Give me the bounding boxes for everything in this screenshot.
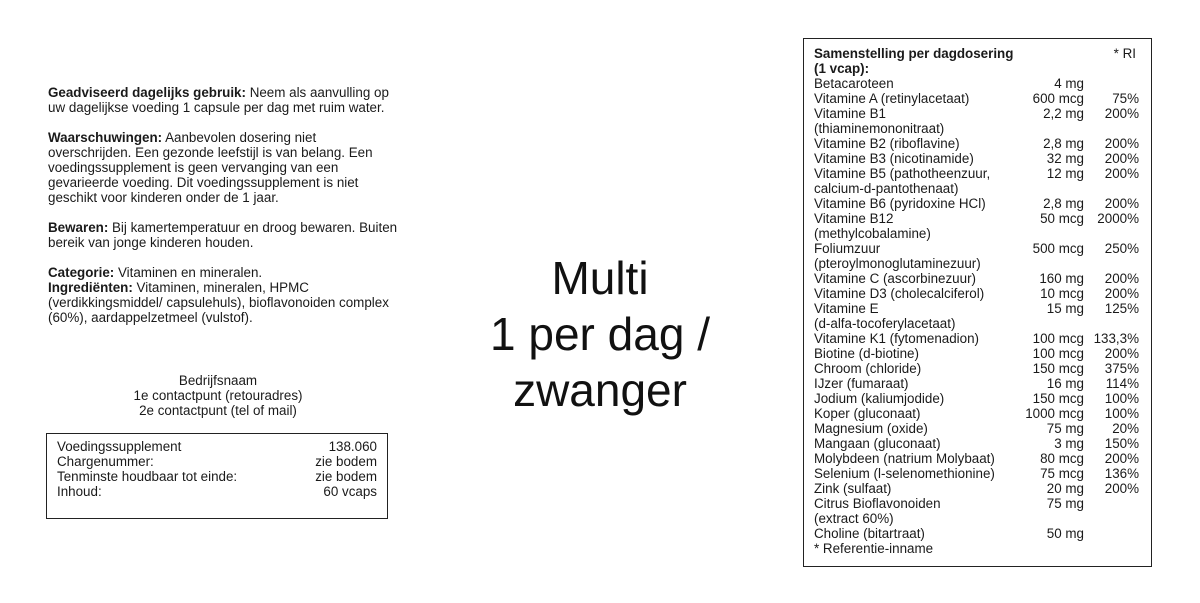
nutrient-amount: 80 mcg [1040,451,1084,466]
nutrient-name: Vitamine B12 [814,211,894,226]
nutrient-name: Betacaroteen [814,76,894,91]
nutrient-amount [1022,181,1084,196]
usage-paragraph [48,85,398,115]
ingredients-text: Vitaminen, mineralen, HPMC (verdikkingsmiddel/ capsulehuls), bioflavonoiden complex (60%), aardappelzetmeel (vulstof). [48,280,389,325]
nutrient-ri: 200% [1104,106,1139,121]
nutrient-ri: 200% [1104,286,1139,301]
nutrient-ri: 200% [1104,196,1139,211]
nutrient-name: Mangaan (gluconaat) [814,436,941,451]
nutrient-name: Biotine (d-biotine) [814,346,919,361]
usage-text: Neem als aanvulling op uw dagelijkse voeding 1 capsule per dag met ruim water. [48,85,389,115]
composition-row [814,286,1141,301]
nutrient-amount: 2,2 mg [1043,106,1084,121]
storage-paragraph [48,220,398,250]
nutrient-amount: 75 mg [1046,421,1084,436]
nutrient-name: Vitamine K1 (fytomenadion) [814,331,979,346]
nutrient-name: Chroom (chloride) [814,361,922,376]
info-label: Chargenummer: [57,454,154,469]
nutrient-amount: 150 mcg [1032,361,1084,376]
info-row [57,454,377,469]
composition-row [814,346,1141,361]
composition-header [814,46,1141,76]
info-value: zie bodem [315,469,377,484]
composition-row [814,106,1141,121]
info-label: Tenminste houdbaar tot einde: [57,469,238,484]
composition-row [814,511,1141,526]
info-value: 138.060 [328,439,377,454]
nutrient-ri [1084,316,1139,331]
nutrient-amount [1022,256,1084,271]
nutrient-name: Vitamine B5 (pathotheenzuur, [814,166,991,181]
info-value: zie bodem [315,454,377,469]
nutrient-amount: 10 mcg [1040,286,1084,301]
info-row [57,439,377,454]
title-line: zwanger [513,364,687,416]
composition-row [814,181,1141,196]
composition-rows [814,76,1141,541]
nutrient-name: Citrus Bioflavonoiden [814,496,941,511]
title-line: Multi [551,252,649,304]
nutrient-ri: 200% [1104,151,1139,166]
nutrient-amount: 160 mg [1039,271,1084,286]
nutrient-ri: 75% [1112,91,1139,106]
nutrient-ri: 200% [1104,136,1139,151]
composition-row [814,91,1141,106]
company-info [48,373,388,418]
nutrient-name: Vitamine B3 (nicotinamide) [814,151,974,166]
nutrient-name: Molybdeen (natrium Molybaat) [814,451,995,466]
nutrient-ri: 2000% [1097,211,1139,226]
nutrient-amount: 32 mg [1046,151,1084,166]
nutrient-name: Vitamine B6 (pyridoxine HCl) [814,196,986,211]
product-info-box [46,433,388,519]
composition-row [814,526,1141,541]
nutrient-ri: 133,3% [1093,331,1139,346]
info-label: Inhoud: [57,484,102,499]
category-label: Categorie: [48,265,115,280]
composition-row [814,121,1141,136]
ingredients-label: Ingrediënten: [48,280,133,295]
nutrient-name: Vitamine E [814,301,879,316]
nutrient-name: IJzer (fumaraat) [814,376,909,391]
nutrient-ri [1084,526,1139,541]
nutrient-amount: 50 mcg [1040,211,1084,226]
nutrient-amount: 2,8 mg [1043,136,1084,151]
product-title [440,250,760,418]
nutrient-ri [1084,256,1139,271]
contact-point-1: 1e contactpunt (retouradres) [133,388,303,403]
info-row [57,469,377,484]
nutrient-ri: 250% [1104,241,1139,256]
info-value: 60 vcaps [323,484,377,499]
nutrient-ri [1084,121,1139,136]
composition-row [814,211,1141,226]
nutrient-amount: 100 mcg [1032,346,1084,361]
ri-column-label: * RI [1113,46,1136,61]
company-name: Bedrijfsnaam [178,373,258,388]
composition-row [814,241,1141,256]
ingredients-paragraph [48,280,398,325]
contact-point-2: 2e contactpunt (tel of mail) [139,403,297,418]
nutrient-amount [1022,121,1084,136]
composition-row [814,151,1141,166]
warnings-text: Aanbevolen dosering niet overschrijden. Een gezonde leefstijl is van belang. Een voedingssupplement is geen vervanging van een gevarieerde voeding. Dit voedingssupplement is niet geschikt voor kinderen onder de 1 jaar. [48,130,373,205]
nutrient-ri [1084,76,1139,91]
nutrient-ri: 20% [1112,421,1139,436]
nutrient-ri [1084,181,1139,196]
nutrient-name: Magnesium (oxide) [814,421,928,436]
nutrient-ri [1084,226,1139,241]
nutrient-amount: 4 mg [1054,76,1084,91]
category-paragraph [48,265,398,280]
composition-row [814,481,1141,496]
warnings-label: Waarschuwingen: [48,130,163,145]
composition-row [814,256,1141,271]
nutrient-ri: 200% [1104,166,1139,181]
nutrient-name: Vitamine B2 (riboflavine) [814,136,960,151]
nutrient-name: (thiaminemononitraat) [814,121,945,136]
composition-row [814,421,1141,436]
composition-subtitle: (1 vcap): [814,61,870,76]
nutrient-name: calcium-d-pantothenaat) [814,181,959,196]
composition-row [814,331,1141,346]
category-text: Vitaminen en mineralen. [114,265,263,280]
product-description [48,85,398,325]
composition-row [814,271,1141,286]
nutrient-amount: 16 mg [1046,376,1084,391]
composition-row [814,316,1141,331]
nutrient-ri: 200% [1104,346,1139,361]
composition-row [814,451,1141,466]
nutrient-ri: 200% [1104,481,1139,496]
info-label: Voedingssupplement [57,439,182,454]
composition-row [814,376,1141,391]
nutrient-amount: 75 mg [1046,496,1084,511]
nutrient-name: Vitamine D3 (cholecalciferol) [814,286,985,301]
nutrient-name: Jodium (kaliumjodide) [814,391,945,406]
nutrient-ri: 114% [1105,376,1139,391]
nutrient-name: Choline (bitartraat) [814,526,925,541]
title-line: 1 per dag / [490,308,710,360]
composition-row [814,436,1141,451]
ri-footnote: * Referentie-inname [814,541,934,556]
nutrient-ri: 136% [1104,466,1139,481]
nutrient-name: Koper (gluconaat) [814,406,921,421]
composition-row [814,466,1141,481]
nutrient-amount: 12 mg [1046,166,1084,181]
nutrient-amount: 100 mcg [1032,331,1084,346]
composition-row [814,361,1141,376]
nutrient-ri: 100% [1104,391,1139,406]
nutrient-amount: 2,8 mg [1043,196,1084,211]
composition-row [814,406,1141,421]
nutrient-ri: 150% [1104,436,1139,451]
nutrient-name: Selenium (l-selenomethionine) [814,466,995,481]
usage-label: Geadviseerd dagelijks gebruik: [48,85,246,100]
nutrient-name: (methylcobalamine) [814,226,931,241]
storage-label: Bewaren: [48,220,109,235]
composition-title: Samenstelling per dagdosering [814,46,1014,61]
composition-row [814,301,1141,316]
nutrient-ri: 100% [1104,406,1139,421]
nutrient-amount: 500 mcg [1032,241,1084,256]
nutrient-amount: 50 mg [1046,526,1084,541]
nutrient-amount [1022,316,1084,331]
composition-row [814,196,1141,211]
nutrient-amount: 1000 mcg [1025,406,1084,421]
composition-row [814,226,1141,241]
nutrient-amount: 3 mg [1054,436,1084,451]
nutrient-amount [1022,226,1084,241]
storage-text: Bij kamertemperatuur en droog bewaren. Buiten bereik van jonge kinderen houden. [48,220,398,250]
nutrient-name: Vitamine B1 [814,106,886,121]
nutrient-amount: 15 mg [1046,301,1084,316]
nutrient-amount [1022,511,1084,526]
nutrient-amount: 150 mcg [1032,391,1084,406]
nutrient-ri: 125% [1104,301,1139,316]
nutrient-name: (d-alfa-tocoferylacetaat) [814,316,956,331]
nutrient-amount: 600 mcg [1032,91,1084,106]
nutrient-name: (pteroylmonoglutaminezuur) [814,256,981,271]
nutrient-ri [1084,511,1139,526]
composition-row [814,136,1141,151]
nutrient-ri: 200% [1104,451,1139,466]
composition-row [814,166,1141,181]
nutrient-amount: 75 mcg [1040,466,1084,481]
nutrient-name: Vitamine A (retinylacetaat) [814,91,970,106]
info-row [57,484,377,499]
nutrient-ri [1084,496,1139,511]
composition-row [814,391,1141,406]
nutrient-ri: 375% [1104,361,1139,376]
nutrient-amount: 20 mg [1046,481,1084,496]
nutrient-ri: 200% [1104,271,1139,286]
nutrient-name: Zink (sulfaat) [814,481,892,496]
nutrient-name: Foliumzuur [814,241,881,256]
composition-table [803,38,1152,567]
nutrient-name: (extract 60%) [814,511,894,526]
nutrient-name: Vitamine C (ascorbinezuur) [814,271,976,286]
warnings-paragraph [48,130,398,205]
composition-row [814,496,1141,511]
composition-row [814,76,1141,91]
